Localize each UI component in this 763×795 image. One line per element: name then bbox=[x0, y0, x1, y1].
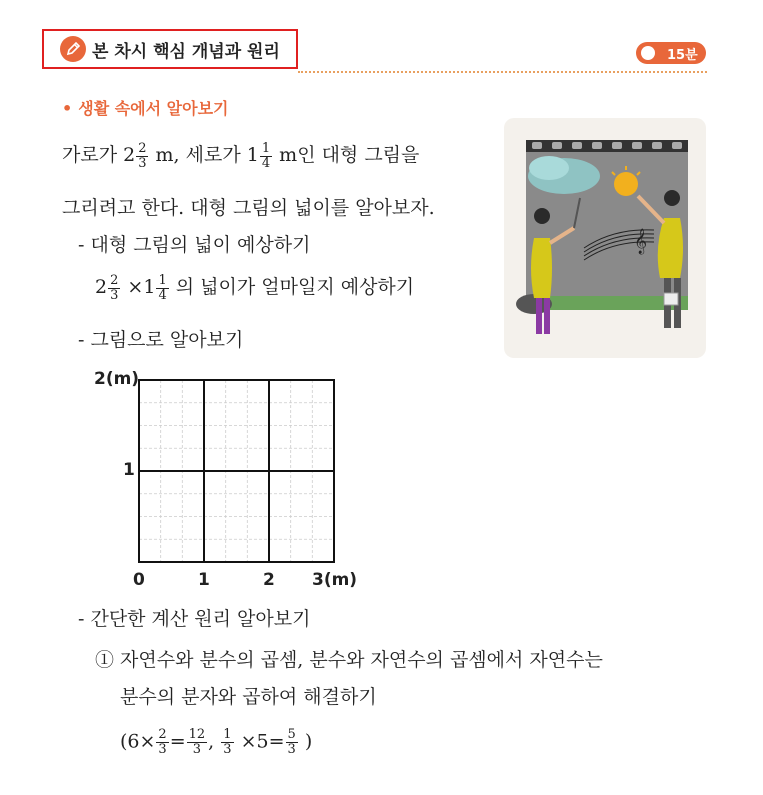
section-label: • 생활 속에서 알아보기 bbox=[62, 99, 229, 118]
svg-text:𝄞: 𝄞 bbox=[634, 229, 648, 254]
example-result-1: $\frac{12}{3}$ bbox=[188, 727, 206, 757]
pencil-icon bbox=[60, 36, 86, 62]
area-grid bbox=[80, 365, 380, 595]
y-axis-top-label: 2(m) bbox=[94, 369, 140, 389]
problem-line-1: 가로가 2 $\frac{2}{3}$ m, 세로가 1 $\frac{1}{4}$ m인 대형 그림을 bbox=[62, 140, 420, 171]
estimate-heading: - 대형 그림의 넓이 예상하기 bbox=[78, 234, 311, 256]
example-fraction-2: $\frac{1}{3}$ bbox=[223, 727, 232, 757]
x-axis-label-1: 1 bbox=[198, 570, 210, 590]
mural-painting-illustration bbox=[504, 118, 706, 358]
x-axis-label-0: 0 bbox=[133, 570, 145, 590]
example-fraction-1: $\frac{2}{3}$ bbox=[158, 727, 167, 757]
time-badge-label: 15분 bbox=[667, 47, 698, 63]
principle-item-1-line-1: ① 자연수와 분수의 곱셈, 분수와 자연수의 곱셈에서 자연수는 bbox=[95, 649, 603, 671]
header-title: 본 차시 핵심 개념과 원리 bbox=[92, 41, 280, 62]
estimate-expression: 2 $\frac{2}{3}$ ×1 $\frac{1}{4}$ 의 넓이가 얼마일지 예상하기 bbox=[95, 272, 415, 303]
problem-line-2: 그리려고 한다. 대형 그림의 넓이를 알아보자. bbox=[62, 197, 435, 219]
x-axis-label-3: 3(m) bbox=[312, 570, 358, 590]
principle-item-1-line-2: 분수의 분자와 곱하여 해결하기 bbox=[120, 686, 377, 708]
core-concept-header bbox=[42, 29, 298, 69]
area-grid-figure bbox=[80, 365, 380, 595]
figure-heading: - 그림으로 알아보기 bbox=[78, 329, 244, 351]
height-fraction: $\frac{1}{4}$ bbox=[261, 140, 271, 171]
clock-icon bbox=[641, 46, 655, 60]
estimate-fraction-b: $\frac{1}{4}$ bbox=[158, 272, 167, 303]
example-result-2: $\frac{5}{3}$ bbox=[287, 727, 296, 757]
bullet-icon: • bbox=[62, 99, 73, 118]
principle-example: (6× $\frac{2}{3}$ = $\frac{12}{3}$ , $\frac{1}{3}$ ×5= $\frac{5}{3}$ ) bbox=[120, 727, 313, 757]
estimate-fraction-a: $\frac{2}{3}$ bbox=[110, 272, 119, 303]
y-axis-mid-label: 1 bbox=[123, 460, 135, 480]
header-divider bbox=[298, 71, 707, 73]
x-axis-label-2: 2 bbox=[263, 570, 275, 590]
principle-heading: - 간단한 계산 원리 알아보기 bbox=[78, 608, 311, 630]
time-badge bbox=[636, 42, 706, 64]
width-fraction: $\frac{2}{3}$ bbox=[138, 140, 147, 171]
mural-painting-image bbox=[504, 118, 706, 358]
